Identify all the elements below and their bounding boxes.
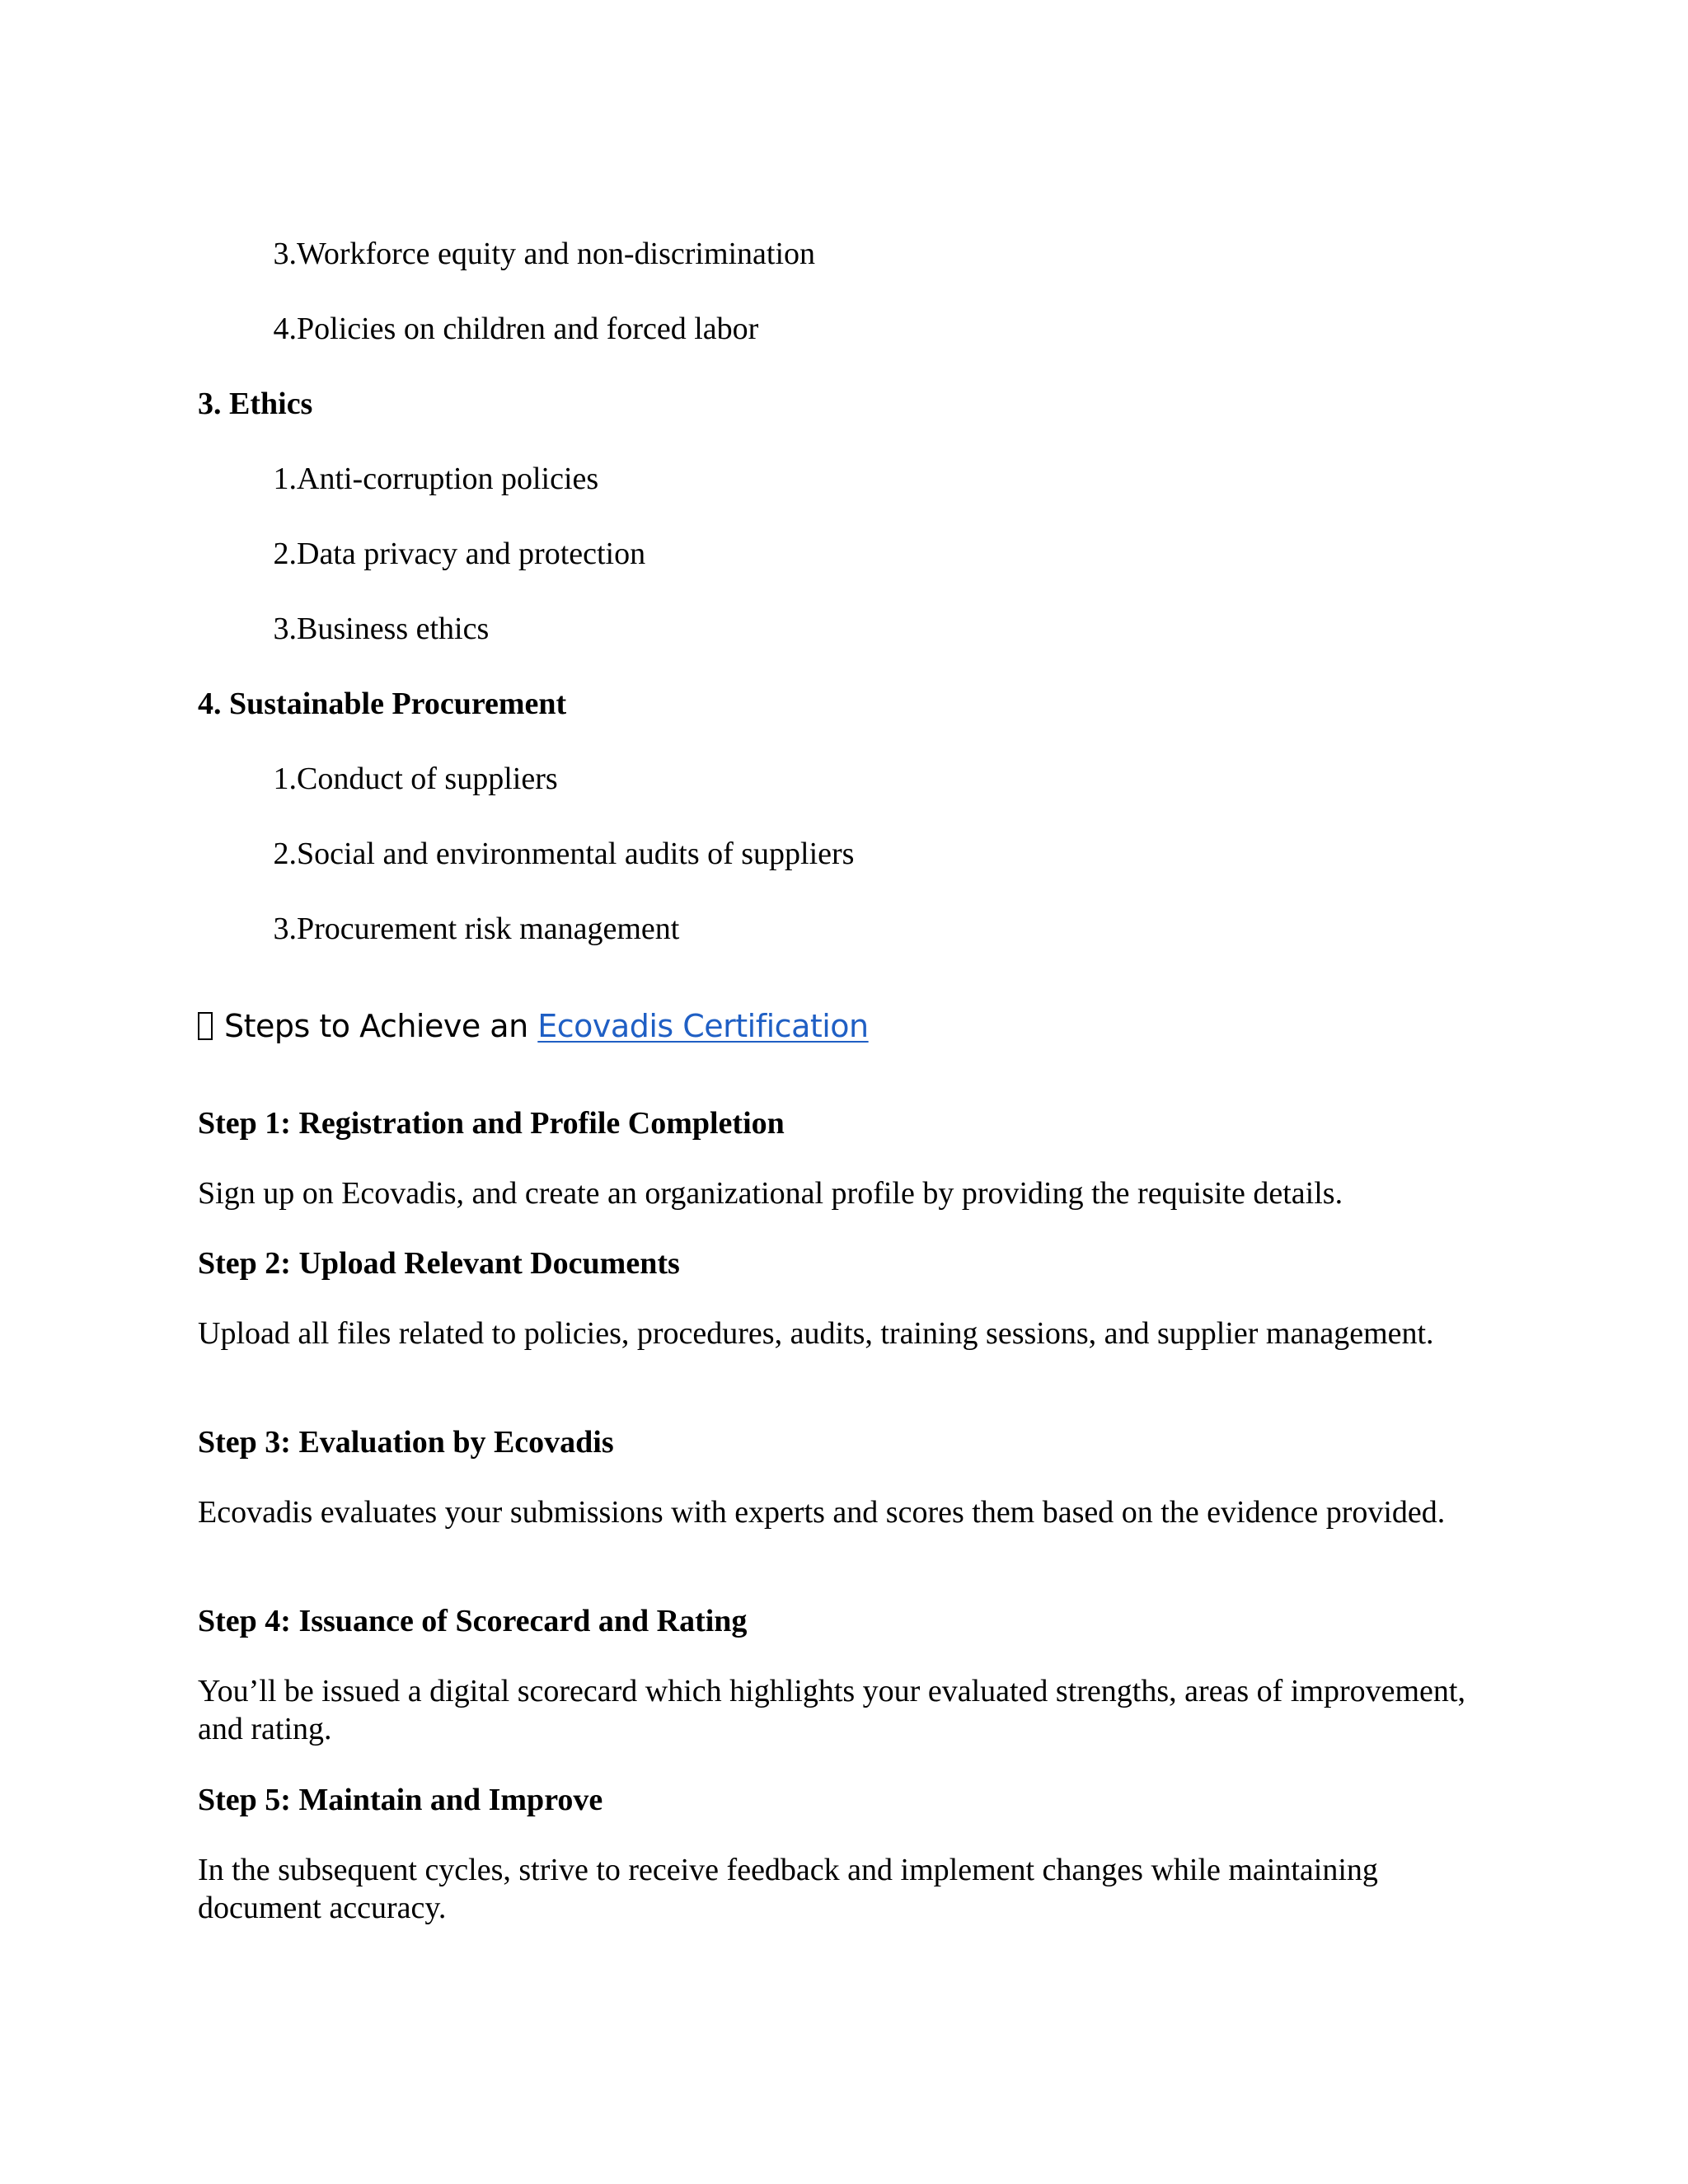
step-body: Upload all files related to policies, procedures, audits, training sessions, and supplier management. [198,1316,1434,1351]
list-number: 1. [273,462,297,496]
steps-title-prefix: Steps to Achieve an [224,1008,538,1044]
list-number: 3. [273,912,297,946]
list-item [243,310,759,348]
list-item [243,910,680,948]
list-item [243,610,490,648]
step-heading: Step 3: Evaluation by Ecovadis [198,1425,614,1460]
steps-section-title [198,1005,869,1047]
list-number: 3. [273,612,297,646]
list-text: Business ethics [297,612,490,646]
list-item [243,460,599,498]
list-number: 2. [273,537,297,571]
list-item [243,835,855,873]
step-heading: Step 5: Maintain and Improve [198,1783,603,1817]
section-heading-ethics: 3. Ethics [198,387,313,421]
missing-glyph-icon [198,1012,213,1040]
list-item [243,760,558,798]
section-heading-procurement: 4. Sustainable Procurement [198,687,567,721]
list-text: Procurement risk management [297,912,680,946]
list-number: 1. [273,762,297,796]
list-text: Policies on children and forced labor [297,312,759,346]
list-text: Workforce equity and non-discrimination [297,237,816,271]
step-body: Sign up on Ecovadis, and create an organizational profile by providing the requisite details. [198,1176,1343,1211]
step-heading: Step 2: Upload Relevant Documents [198,1246,680,1281]
list-text: Anti-corruption policies [297,462,599,496]
list-item [243,535,646,573]
step-heading: Step 4: Issuance of Scorecard and Rating [198,1604,748,1638]
step-body: Ecovadis evaluates your submissions with experts and scores them based on the evidence provided. [198,1495,1446,1530]
step-heading: Step 1: Registration and Profile Completion [198,1106,785,1141]
list-text: Social and environmental audits of suppliers [297,837,855,871]
list-text: Data privacy and protection [297,537,646,571]
list-text: Conduct of suppliers [297,762,558,796]
step-body: You’ll be issued a digital scorecard which highlights your evaluated strengths, areas of improvement, and rating. [198,1674,1465,1746]
list-number: 2. [273,837,297,871]
step-body: In the subsequent cycles, strive to receive feedback and implement changes while maintaining document accuracy. [198,1853,1378,1925]
list-number: 3. [273,237,297,271]
ecovadis-certification-link[interactable]: Ecovadis Certification [537,1008,869,1044]
list-item [243,235,816,273]
list-number: 4. [273,312,297,346]
